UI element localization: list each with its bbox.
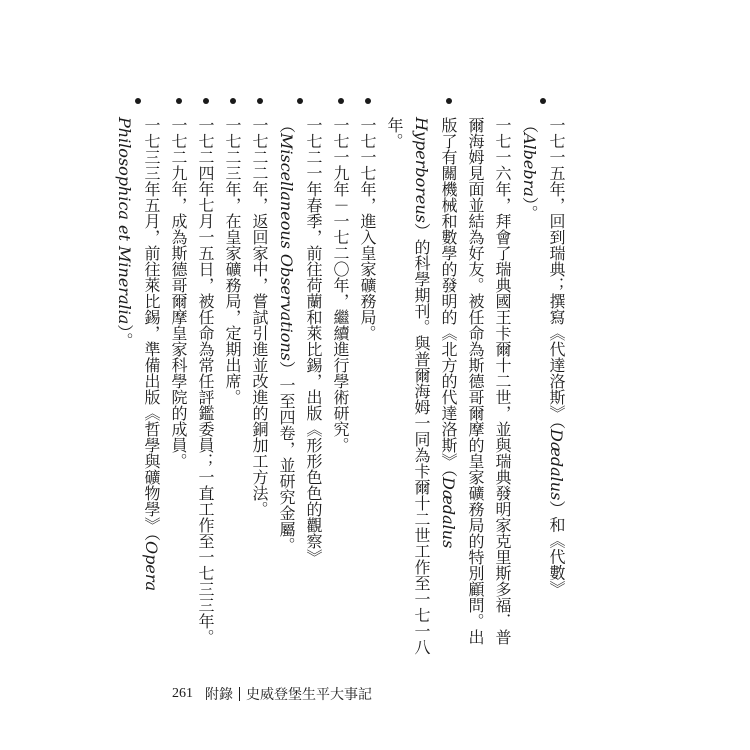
bullet-icon [257,98,263,104]
list-item [192,95,219,655]
entry-latin-title: Miscellaneous Observations [277,133,296,361]
entry-latin-title: Dædalus [547,429,566,501]
bullet-icon [203,98,209,104]
bullet-icon [540,98,546,104]
entry-text-mid: ）一至四卷，並研究金屬。 [277,360,296,553]
entry-text: 一七一九年－一七二〇年，繼續進行學術研究。 [331,117,350,453]
list-item [246,95,273,655]
list-item [516,95,570,655]
list-item [381,95,516,655]
entry-text-mid: ）和《代數》（ [520,117,566,597]
entry-text: 一七一六年，拜會了瑞典國王卡爾十二世，並與瑞典發明家克里斯多福．普爾海姆見面並結為好友。被任命為斯德哥爾摩的皇家礦務局的特別顧問。出版了有關機械和數學的發明的《北方的代達洛斯》（ [439,117,512,645]
entry-latin-title: Albebra [520,133,539,197]
entry-latin-title: Dædalus Hyperboreus [412,117,458,549]
footer-divider [239,687,240,701]
entry-text: 一七二三年，在皇家礦務局，定期出席。 [223,117,242,405]
page-number: 261 [172,686,193,701]
entry-text: 一七一五年，回到瑞典；撰寫《代達洛斯》（ [547,117,566,429]
list-item [273,95,327,655]
footer-section: 附錄 [205,688,233,703]
entry-latin-title: Opera Philosophica et Mineralia [115,117,161,592]
footer-chapter-title: 史威登堡生平大事記 [246,688,372,703]
page-footer [172,683,372,705]
entry-text-mid: ）的科學期刊。與普爾海姆一同為卡爾十二世工作至一七一八年。 [385,117,431,655]
entry-text: 一七二二年，返回家中，嘗試引進並改進的銅加工方法。 [250,117,269,517]
list-item [354,95,381,655]
entry-text-tail: ）。 [520,196,539,221]
chronology-list [115,95,570,655]
bullet-icon [176,98,182,104]
list-item [165,95,192,655]
list-item [219,95,246,655]
bullet-icon [297,98,303,104]
list-item [111,95,165,655]
bullet-icon [446,98,452,104]
entry-text-mid: ）。 [115,324,134,349]
entry-text: 一七二四年七月一五日，被任命為常任評鑑委員；一直工作至一七三三年。 [196,117,215,645]
bullet-icon [365,98,371,104]
list-item [327,95,354,655]
bullet-icon [230,98,236,104]
bullet-icon [135,98,141,104]
entry-text: 一七一七年，進入皇家礦務局。 [358,117,377,341]
entry-text: 一七三三年五月，前往萊比錫，準備出版《哲學與礦物學》（ [142,117,161,541]
entry-text: 一七二一年春季，前往荷蘭和萊比錫，出版《形形色色的觀察》（ [277,117,323,565]
entry-text: 一七二九年，成為斯德哥爾摩皇家科學院的成員。 [169,117,188,469]
bullet-icon [338,98,344,104]
